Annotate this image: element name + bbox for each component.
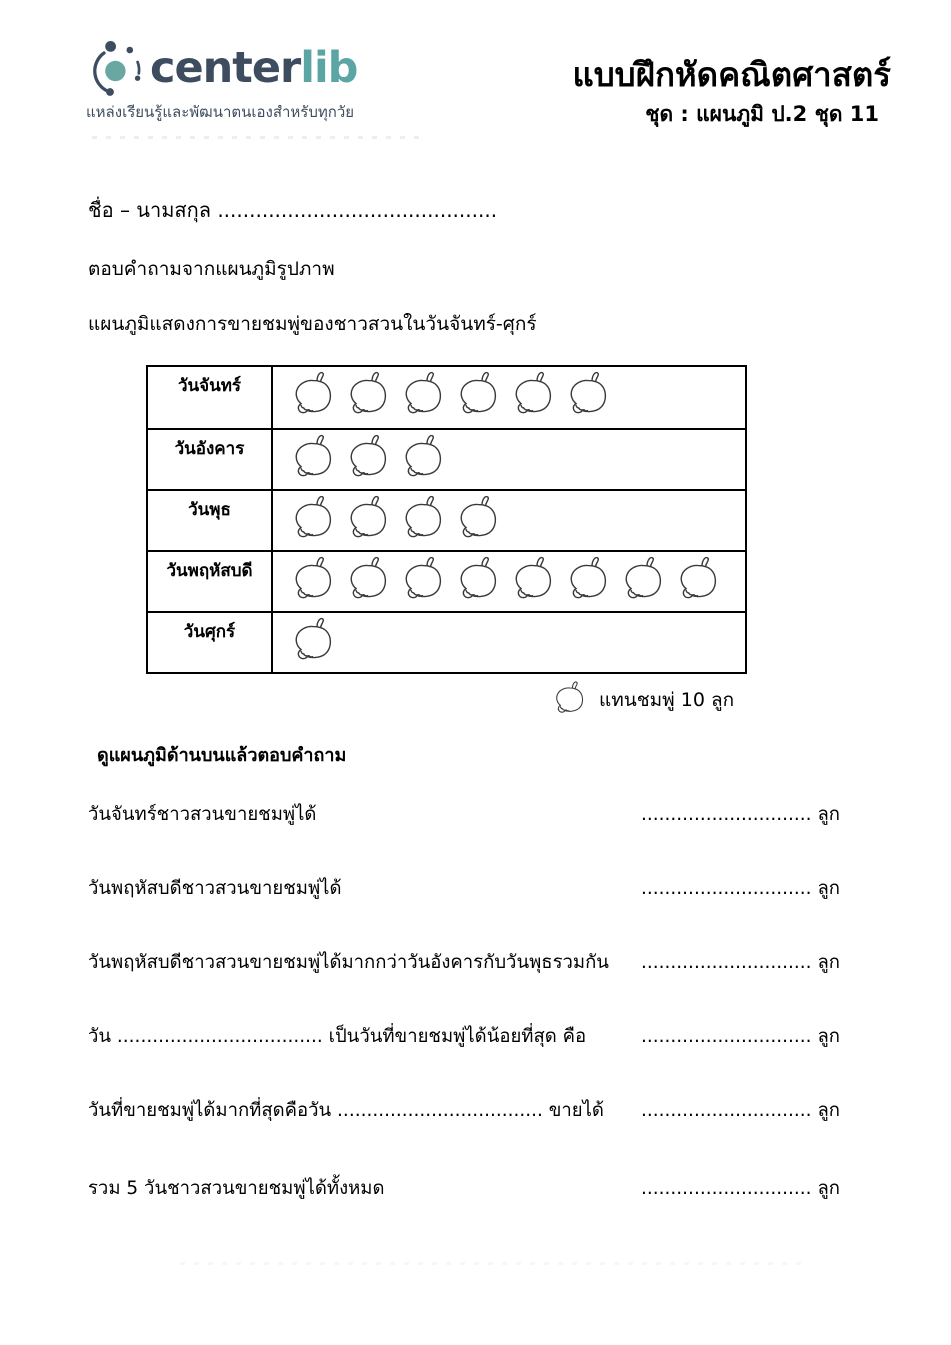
question-label: วัน ................................... เป็นวันที่ขายชมพู่ได้น้อยที่สุด คือ	[88, 1026, 587, 1047]
rose-apple-icon	[670, 555, 725, 608]
question-label: วันพฤหัสบดีชาวสวนขายชมพู่ได้	[88, 878, 342, 899]
answer-blank[interactable]	[627, 874, 840, 903]
rose-apple-icon	[560, 555, 615, 608]
question-row-6	[88, 1174, 840, 1203]
pictograph-table	[146, 365, 747, 674]
rose-apple-icon	[340, 494, 395, 547]
day-label: วันพฤหัสบดี	[148, 552, 273, 611]
answer-dots[interactable]: .............................	[641, 1100, 812, 1121]
rose-apple-icon	[450, 370, 505, 423]
brand-part-lib: lib	[300, 42, 358, 93]
erased-text-artifact-top	[92, 136, 428, 139]
rose-apple-icon	[285, 616, 340, 669]
worksheet-subtitle: ชุด : แผนภูมิ ป.2 ชุด 11	[645, 102, 879, 127]
answer-dots[interactable]: .............................	[641, 878, 812, 899]
answer-unit: ลูก	[817, 804, 840, 825]
icon-cell	[273, 491, 745, 550]
table-row	[148, 489, 745, 550]
answer-dots[interactable]: .............................	[641, 804, 812, 825]
day-label: วันอังคาร	[148, 430, 273, 489]
rose-apple-icon	[549, 680, 589, 720]
rose-apple-icon	[560, 370, 615, 423]
table-row	[148, 550, 745, 611]
question-label: วันพฤหัสบดีชาวสวนขายชมพู่ได้มากกว่าวันอังคารกับวันพุธรวมกัน	[88, 952, 609, 973]
rose-apple-icon	[395, 555, 450, 608]
rose-apple-icon	[340, 555, 395, 608]
answer-dots[interactable]: .............................	[641, 1026, 812, 1047]
question-label: วันที่ขายชมพู่ได้มากที่สุดคือวัน ................................... ขายได้	[88, 1100, 604, 1121]
table-row	[148, 611, 745, 672]
name-line	[88, 194, 497, 226]
name-label: ชื่อ – นามสกุล	[88, 198, 211, 222]
answer-unit: ลูก	[817, 878, 840, 899]
question-label: วันจันทร์ชาวสวนขายชมพู่ได้	[88, 804, 317, 825]
day-label: วันจันทร์	[148, 367, 273, 428]
table-row	[148, 367, 745, 428]
questions-heading: ดูแผนภูมิด้านบนแล้วตอบคำถาม	[97, 745, 347, 766]
brand-wordmark	[150, 42, 358, 93]
rose-apple-icon	[505, 555, 560, 608]
rose-apple-icon	[340, 370, 395, 423]
day-label: วันพุธ	[148, 491, 273, 550]
day-label: วันศุกร์	[148, 613, 273, 672]
rose-apple-icon	[285, 555, 340, 608]
rose-apple-icon	[285, 370, 340, 423]
chart-caption: แผนภูมิแสดงการขายชมพู่ของชาวสวนในวันจันทร์-ศุกร์	[88, 313, 537, 335]
icon-cell	[273, 430, 745, 489]
document-header	[572, 54, 891, 131]
legend-text: แทนชมพู่ 10 ลูก	[599, 689, 735, 711]
rose-apple-icon	[395, 433, 450, 486]
icon-cell	[273, 613, 745, 672]
answer-blank[interactable]	[627, 800, 840, 829]
brand-tagline: แหล่งเรียนรู้และพัฒนาตนเองสำหรับทุกวัย	[86, 103, 355, 121]
answer-unit: ลูก	[817, 952, 840, 973]
answer-dots[interactable]: .............................	[641, 952, 812, 973]
question-row-5	[88, 1096, 840, 1125]
answer-blank[interactable]	[627, 1174, 840, 1203]
name-blank[interactable]: ............................................	[217, 198, 498, 222]
brand-part-center: center	[150, 42, 301, 93]
answer-dots[interactable]: .............................	[641, 1178, 812, 1199]
icon-cell	[273, 552, 745, 611]
rose-apple-icon	[340, 433, 395, 486]
rose-apple-icon	[395, 494, 450, 547]
icon-cell	[273, 367, 745, 428]
answer-unit: ลูก	[817, 1100, 840, 1121]
question-label: รวม 5 วันชาวสวนขายชมพู่ได้ทั้งหมด	[88, 1178, 385, 1199]
worksheet-title: แบบฝึกหัดคณิตศาสตร์	[572, 55, 891, 94]
question-row-3	[88, 948, 840, 977]
answer-unit: ลูก	[817, 1026, 840, 1047]
question-row-1	[88, 800, 840, 829]
answer-blank[interactable]	[627, 1096, 840, 1125]
answer-blank[interactable]	[627, 1022, 840, 1051]
rose-apple-icon	[285, 494, 340, 547]
question-row-4	[88, 1022, 840, 1051]
centerlib-logo-icon	[86, 38, 146, 98]
erased-text-artifact-bottom	[180, 1262, 810, 1265]
rose-apple-icon	[450, 555, 505, 608]
answer-blank[interactable]	[627, 948, 840, 977]
rose-apple-icon	[450, 494, 505, 547]
rose-apple-icon	[285, 433, 340, 486]
answer-unit: ลูก	[817, 1178, 840, 1199]
chart-legend	[549, 680, 734, 720]
rose-apple-icon	[615, 555, 670, 608]
instruction-text: ตอบคำถามจากแผนภูมิรูปภาพ	[88, 258, 335, 280]
table-row	[148, 428, 745, 489]
question-row-2	[88, 874, 840, 903]
rose-apple-icon	[395, 370, 450, 423]
rose-apple-icon	[505, 370, 560, 423]
centerlib-logo	[86, 38, 357, 124]
